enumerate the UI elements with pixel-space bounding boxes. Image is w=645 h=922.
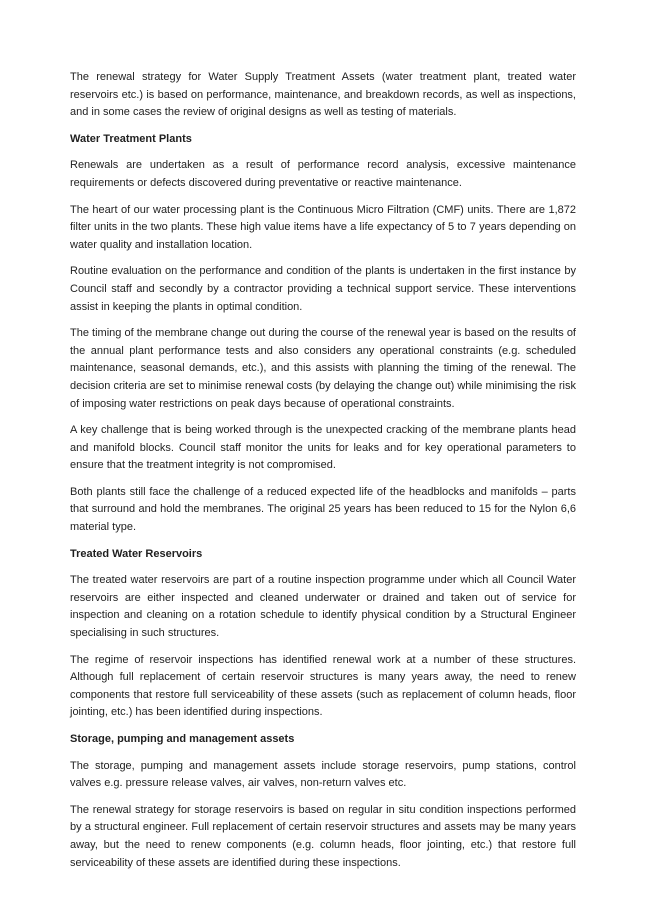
- document-page: [70, 69, 576, 881]
- paragraph: The storage, pumping and management assets include storage reservoirs, pump stations, control valves e.g. pressure release valves, air valves, non-return valves etc.: [70, 759, 576, 790]
- section-heading-storage-pumping-management: Storage, pumping and management assets: [70, 733, 295, 745]
- paragraph: The heart of our water processing plant is the Continuous Micro Filtration (CMF) units. There are 1,872 filter units in the two plants. These high value items have a life expectancy of 5 to 7 years depending on water quality and installation location.: [70, 203, 576, 251]
- paragraph: The regime of reservoir inspections has identified renewal work at a number of these structures. Although full replacement of certain reservoir structures is many years away, the need to renew components that restore full serviceability of these assets (such as replacement of column heads, floor jointing, etc.) has been identified during inspections.: [70, 653, 576, 719]
- paragraph: A key challenge that is being worked through is the unexpected cracking of the membrane plants head and manifold blocks. Council staff monitor the units for leaks and for key operational parameters to ensure that the treatment integrity is not compromised.: [70, 424, 576, 472]
- paragraph: The treated water reservoirs are part of a routine inspection programme under which all Council Water reservoirs are either inspected and cleaned underwater or drained and taken out of service for inspection and cleaning on a rotation schedule to identify physical condition by a Structural Engineer specialising in such structures.: [70, 574, 576, 640]
- intro-paragraph: The renewal strategy for Water Supply Treatment Assets (water treatment plant, treated water reservoirs etc.) is based on performance, maintenance, and breakdown records, as well as inspections, and in some cases the review of original designs as well as testing of materials.: [70, 71, 576, 119]
- paragraph: Renewals are undertaken as a result of performance record analysis, excessive maintenance requirements or defects discovered during preventative or reactive maintenance.: [70, 159, 576, 189]
- paragraph: Routine evaluation on the performance and condition of the plants is undertaken in the first instance by Council staff and secondly by a contractor providing a technical support service. These interventions assist in keeping the plants in optimal condition.: [70, 265, 576, 313]
- paragraph: The renewal strategy for storage reservoirs is based on regular in situ condition inspections performed by a structural engineer. Full replacement of certain reservoir structures and assets may be many years away, but the need to renew components (e.g. column heads, floor jointing, etc.) that restore full serviceability of these assets are identified during these inspections.: [70, 803, 576, 869]
- paragraph: Both plants still face the challenge of a reduced expected life of the headblocks and manifolds – parts that surround and hold the membranes. The original 25 years has been reduced to 15 for the Nylon 6,6 material type.: [70, 485, 576, 534]
- paragraph: The timing of the membrane change out during the course of the renewal year is based on the results of the annual plant performance tests and also considers any operational constraints (e.g. scheduled maintenance, seasonal demands, etc.), and this assists with planning the timing of the renewal. The decision criteria are set to minimise renewal costs (by delaying the change out) while minimising the risk of imposing water restrictions on peak days because of operational constraints.: [70, 327, 576, 410]
- section-heading-water-treatment-plants: Water Treatment Plants: [70, 132, 192, 145]
- section-heading-treated-water-reservoirs: Treated Water Reservoirs: [70, 547, 203, 560]
